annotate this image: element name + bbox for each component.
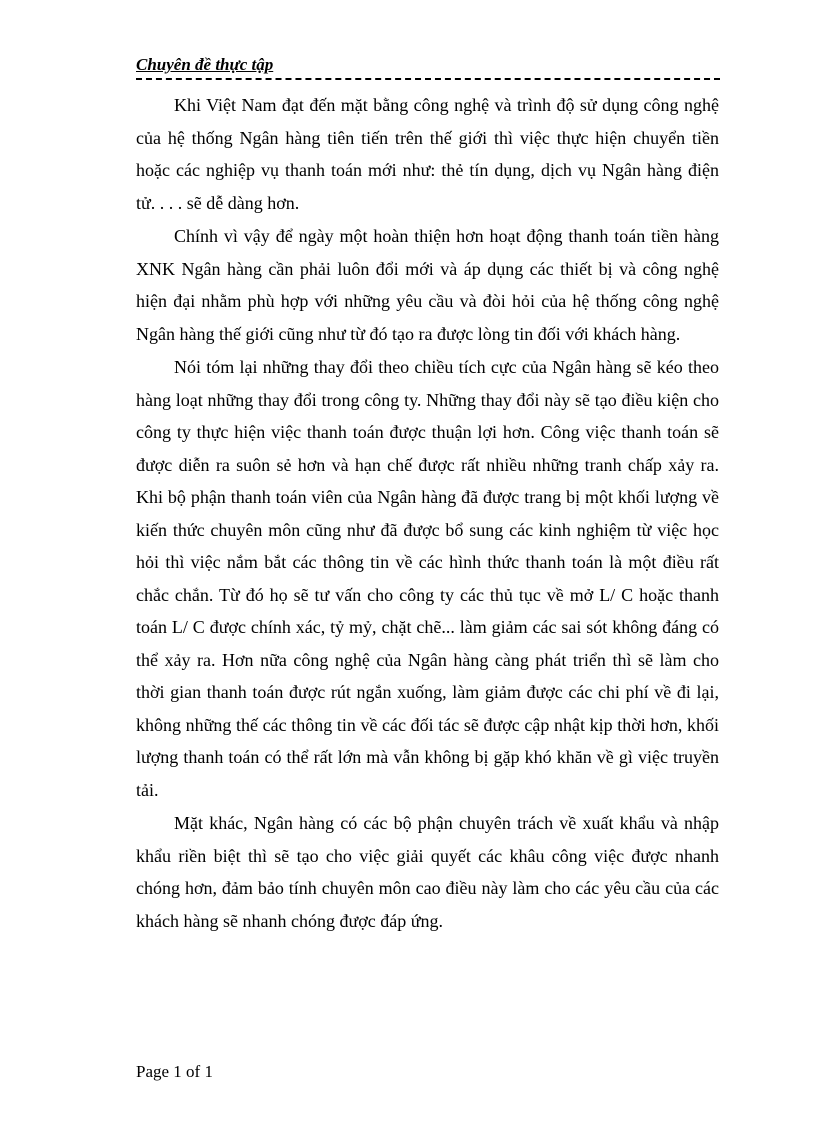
page-number: Page 1 of 1 [136, 1062, 213, 1081]
paragraph-3: Nói tóm lại những thay đổi theo chiều tích cực của Ngân hàng sẽ kéo theo hàng loạt những thay đổi trong công ty. Những thay đổi này sẽ tạo điều kiện cho công ty thực hiện việc thanh toán được thuận lợi hơn. Công việc thanh toán sẽ được diễn ra suôn sẻ hơn và hạn chế được rất nhiều những tranh chấp xảy ra. Khi bộ phận thanh toán viên của Ngân hàng đã được trang bị một khối lượng về kiến thức chuyên môn cũng như đã được bổ sung các kinh nghiệm từ việc học hỏi thì việc nắm bắt các thông tin về các hình thức thanh toán là một điều rất chắc chắn. Từ đó họ sẽ tư vấn cho công ty các thủ tục về mở L/ C hoặc thanh toán L/ C được chính xác, tỷ mỷ, chặt chẽ... làm giảm các sai sót không đáng có thể xảy ra. Hơn nữa công nghệ của Ngân hàng càng phát triển thì sẽ làm cho thời gian thanh toán được rút ngắn xuống, làm giảm được các chi phí về đi lại, không những thế các thông tin về các đối tác sẽ được cập nhật kịp thời hơn, khối lượng thanh toán có thể rất lớn mà vẫn không bị gặp khó khăn về gì việc truyền tải. [136, 357, 719, 800]
paragraph-4: Mặt khác, Ngân hàng có các bộ phận chuyên trách về xuất khẩu và nhập khẩu riền biệt thì sẽ tạo cho việc giải quyết các khâu công việc được nhanh chóng hơn, đảm bảo tính chuyên môn cao điều này làm cho các yêu cầu của các khách hàng sẽ nhanh chóng được đáp ứng. [136, 813, 719, 931]
header-title: Chuyên đề thực tập [136, 55, 274, 74]
paragraph-1: Khi Việt Nam đạt đến mặt bằng công nghệ và trình độ sử dụng công nghệ của hệ thống Ngân hàng tiên tiến trên thế giới thì việc thực hiện chuyển tiền hoặc các nghiệp vụ thanh toán mới như: thẻ tín dụng, dịch vụ Ngân hàng điện tử. . . . sẽ dễ dàng hơn. [136, 95, 719, 213]
page-header [136, 54, 720, 80]
document-body [136, 89, 719, 938]
paragraph-2: Chính vì vậy để ngày một hoàn thiện hơn hoạt động thanh toán tiền hàng XNK Ngân hàng cần phải luôn đổi mới và áp dụng các thiết bị và công nghệ hiện đại nhằm phù hợp với những yêu cầu và đòi hỏi của hệ thống công nghệ Ngân hàng thế giới cũng như từ đó tạo ra được lòng tin đối với khách hàng. [136, 226, 719, 344]
